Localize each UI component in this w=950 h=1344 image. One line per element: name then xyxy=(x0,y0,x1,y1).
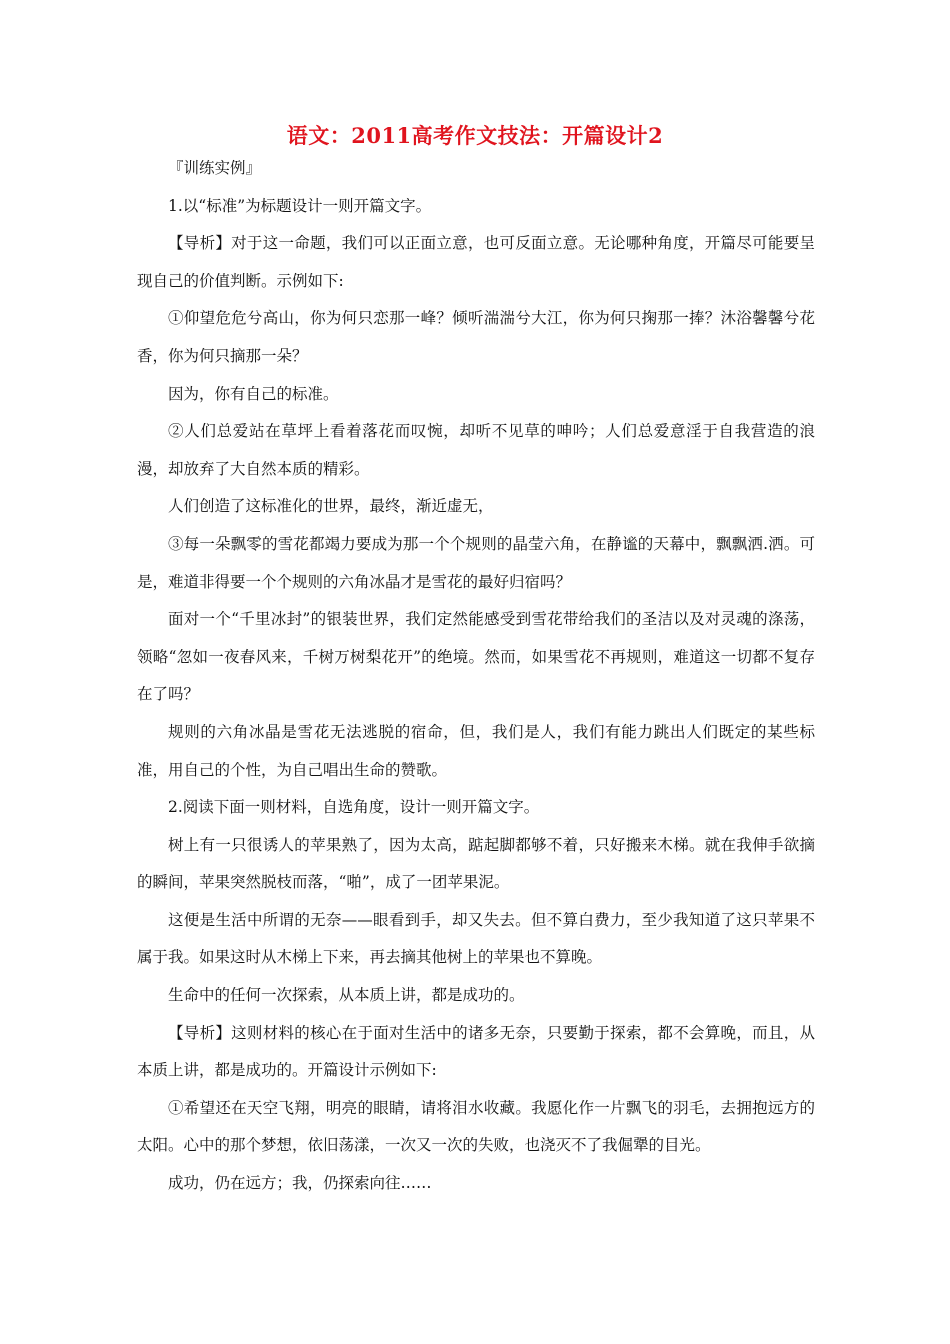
paragraph-6: 人们创造了这标准化的世界，最终，渐近虚无， xyxy=(168,497,494,516)
paragraph-8: 面对一个“千里冰封”的银装世界，我们定然能感受到雪花带给我们的圣洁以及对灵魂的涤荡，领略“忽如一夜春风来，千树万树梨花开”的绝境。然而，如果雪花不再规则，难道这一切都不复存在了吗？ xyxy=(137,610,815,704)
paragraph-16: 成功，仍在远方；我，仍探索向往…… xyxy=(168,1174,432,1193)
paragraph-11: 树上有一只很诱人的苹果熟了，因为太高，踮起脚都够不着，只好搬来木梯。就在我伸手欲摘的瞬间，苹果突然脱枝而落，“啪”，成了一团苹果泥。 xyxy=(137,835,815,892)
document-title: 语文：2011高考作文技法：开篇设计2 xyxy=(286,123,664,148)
paragraph-15: ①希望还在天空飞翔，明亮的眼睛，请将泪水收藏。我愿化作一片飘飞的羽毛，去拥抱远方的太阳。心中的那个梦想，依旧荡漾，一次又一次的失败，也浇灭不了我倔犟的目光。 xyxy=(137,1098,815,1155)
paragraph-12: 这便是生活中所谓的无奈——眼看到手，却又失去。但不算白费力，至少我知道了这只苹果不属于我。如果这时从木梯上下来，再去摘其他树上的苹果也不算晚。 xyxy=(137,910,815,967)
document-body xyxy=(137,150,815,1203)
paragraph-9: 规则的六角冰晶是雪花无法逃脱的宿命，但，我们是人，我们有能力跳出人们既定的某些标准，用自己的个性，为自己唱出生命的赞歌。 xyxy=(137,722,815,779)
paragraph-13: 生命中的任何一次探索，从本质上讲，都是成功的。 xyxy=(168,986,525,1005)
section-label: 『训练实例』 xyxy=(168,159,262,177)
paragraph-14: 【导析】这则材料的核心在于面对生活中的诸多无奈，只要勤于探索，都不会算晚，而且，从本质上讲，都是成功的。开篇设计示例如下: xyxy=(137,1023,815,1080)
paragraph-5: ②人们总爱站在草坪上看着落花而叹惋，却听不见草的呻吟；人们总爱意淫于自我营造的浪漫，却放弃了大自然本质的精彩。 xyxy=(137,422,815,478)
paragraph-4: 因为，你有自己的标准。 xyxy=(168,384,339,403)
paragraph-10: 2.阅读下面一则材料，自选角度，设计一则开篇文字。 xyxy=(168,798,540,817)
paragraph-7: ③每一朵飘零的雪花都竭力要成为那一个个规则的晶莹六角，在静谧的天幕中，飘飘洒.洒。可是，难道非得要一个个规则的六角冰晶才是雪花的最好归宿吗？ xyxy=(137,534,815,591)
paragraph-3: ①仰望危危兮高山，你为何只恋那一峰？倾听湍湍兮大江，你为何只掬那一捧？沐浴馨馨兮花香，你为何只摘那一朵？ xyxy=(137,309,815,365)
paragraph-2: 【导析】对于这一命题，我们可以正面立意，也可反面立意。无论哪种角度，开篇尽可能要呈现自己的价值判断。示例如下: xyxy=(137,234,815,290)
paragraph-1: 1.以“标准”为标题设计一则开篇文字。 xyxy=(168,196,432,215)
